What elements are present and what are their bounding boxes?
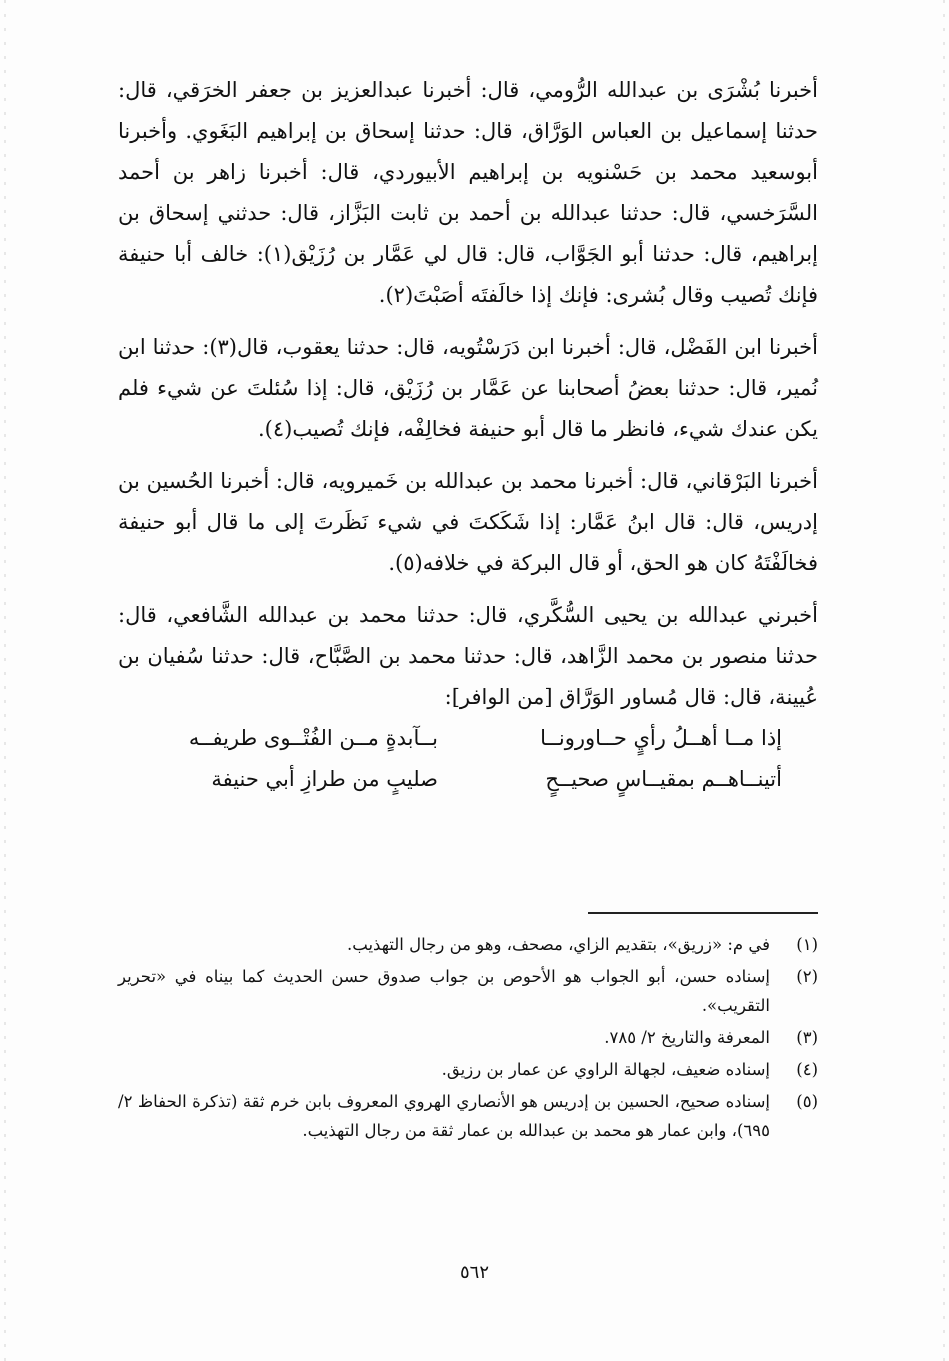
footnotes [118, 930, 818, 1148]
footnote-text: المعرفة والتاريخ ٢/ ٧٨٥. [604, 1028, 770, 1047]
footnote-number: (٣) [796, 1028, 818, 1047]
poem-verse-2 [118, 759, 818, 800]
scan-edge-left [4, 0, 6, 1361]
verse-2-first-hemistich: أتينــاهــم بمقيــاسٍ صحيــحٍ [545, 767, 782, 791]
footnote-number: (٥) [796, 1092, 818, 1111]
footnote-5 [118, 1087, 818, 1145]
verse-1-first-hemistich: إذا مــا أهــلُ رأيٍ حــاورونــا [540, 726, 782, 750]
footnote-text: في م: «زريق»، بتقديم الزاي، مصحف، وهو من رجال التهذيب. [347, 935, 770, 954]
verse-2-second-hemistich: صليبٍ من طرازِ أبي حنيفة [211, 767, 438, 791]
footnote-3 [118, 1023, 818, 1052]
paragraph-2: أخبرنا ابن الفَضْل، قال: أخبرنا ابن دَرَسْتُويه، قال: حدثنا يعقوب، قال(٣): حدثنا ابن نُمير، قال: حدثنا بعضُ أصحابنا عن عَمَّار بن رُزَيْق، قال: إذا سُئلتَ عن شيء فلم يكن عندك شيء، فانظر ما قال أبو حنيفة فخالِفْه، فإنك تُصيب(٤). [118, 335, 818, 441]
poem-verse-1 [118, 718, 818, 759]
paragraph-1: أخبرنا بُشْرَى بن عبدالله الرُّومي، قال: أخبرنا عبدالعزيز بن جعفر الخرَقي، قال: حدثنا إسماعيل بن العباس الوَرَّاق، قال: حدثنا إسحاق بن إبراهيم البَغَوي. وأخبرنا أبوسعيد محمد بن حَسْنويه بن إبراهيم الأبيوردي، قال: أخبرنا زاهر بن أحمد السَّرَخسي، قال: حدثنا عبدالله بن أحمد بن ثابت البَزَّاز، قال: حدثني إسحاق بن إبراهيم، قال: حدثنا أبو الجَوَّاب، قال: قال لي عَمَّار بن رُزَيْق(١): خالف أبا حنيفة فإنك تُصيب وقال بُشرى: فإنك إذا خالَفتَه أصَبْتَ(٢). [118, 78, 819, 307]
scan-edge-right [943, 0, 945, 1361]
footnote-number: (٢) [796, 967, 818, 986]
footnote-number: (٤) [796, 1060, 818, 1079]
footnote-2 [118, 962, 818, 1020]
footnote-text: إسناده ضعيف، لجهالة الراوي عن عمار بن رزيق. [441, 1060, 770, 1079]
main-text [118, 70, 818, 800]
footnote-number: (١) [796, 935, 818, 954]
footnote-separator [588, 912, 818, 914]
paragraph-4: أخبرني عبدالله بن يحيى السُّكَّري، قال: حدثنا محمد بن عبدالله الشَّافعي، قال: حدثنا منصور بن محمد الزَّاهد، قال: حدثنا محمد بن الصَّبَّاح، قال: حدثنا سُفيان بن عُيينة، قال: قال مُساور الوَرَّاق [من الوافر]: [118, 603, 818, 709]
verse-1-second-hemistich: بــآبدةٍ مــن الفُتْــوى طريفــه [188, 726, 438, 750]
footnote-4 [118, 1055, 818, 1084]
footnote-text: إسناده صحيح، الحسين بن إدريس هو الأنصاري الهروي المعروف بابن خرم ثقة (تذكرة الحفاظ ٢/ ٦٩٥)، وابن عمار هو محمد بن عبدالله بن عمار ثقة من رجال التهذيب. [118, 1092, 770, 1140]
paragraph-3: أخبرنا البَرْقاني، قال: أخبرنا محمد بن عبدالله بن خَميرويه، قال: أخبرنا الحُسين بن إدريس، قال: قال ابنُ عَمَّار: إذا شَكَكتَ في شيء نَظَرتَ إلى ما قال أبو حنيفة فخالَفْتَهُ كان هو الحق، أو قال البركة في خلافه(٥). [118, 469, 818, 575]
page-number: ٥٦٢ [459, 1262, 489, 1283]
footnote-1 [118, 930, 818, 959]
footnote-text: إسناده حسن، أبو الجواب هو الأحوص بن جواب صدوق حسن الحديث كما بيناه في «تحرير التقريب». [118, 967, 770, 1015]
